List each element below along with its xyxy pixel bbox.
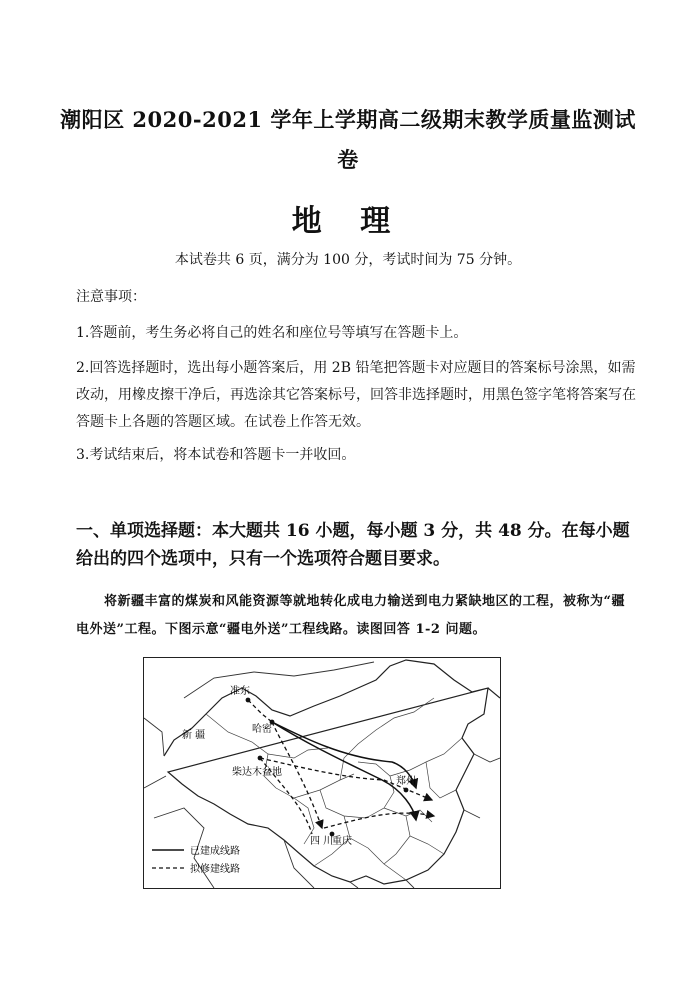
map-svg — [144, 658, 500, 888]
planned-line-zhundong-hami — [248, 700, 272, 722]
label-hami: 哈密 — [252, 724, 272, 735]
neighbor-outline-west — [144, 718, 214, 888]
label-xinjiang: 新 疆 — [182, 730, 206, 741]
question-passage: 将新疆丰富的煤炭和风能资源等就地转化成电力输送到电力紧缺地区的工程，被称为“疆电外送”工程。下图示意“疆电外送”工程线路。读图回答 1-2 问题。 — [76, 594, 625, 637]
legend-built: 已建成线路 — [190, 846, 240, 857]
label-zhundong: 准东 — [230, 686, 250, 697]
notice-heading: 注意事项： — [76, 289, 146, 305]
neighbor-outline-south — [284, 840, 414, 888]
province-borders — [206, 698, 462, 880]
label-sichuan: 四 川 — [310, 836, 334, 847]
label-qaidam: 柴达木盆地 — [232, 767, 282, 778]
zhengzhou-marker — [404, 788, 409, 793]
map-legend — [152, 844, 240, 875]
neighbor-outline-north — [184, 662, 374, 698]
built-line-hami-central — [272, 722, 416, 820]
label-chongqing: 重庆 — [332, 836, 352, 847]
exam-title-line2: 卷 — [337, 147, 359, 172]
notice-item-3: 3.考试结束后，将本试卷和答题卡一并收回。 — [76, 447, 356, 463]
section-heading: 一、单项选择题：本大题共 16 小题，每小题 3 分，共 48 分。在每小题给出的四个选项中，只有一个选项符合题目要求。 — [76, 521, 630, 569]
notice-item-1: 1.答题前，考生务必将自己的姓名和座位号等填写在答题卡上。 — [76, 325, 468, 341]
qaidam-marker — [258, 756, 263, 761]
planned-line-sichuan-east — [324, 813, 434, 828]
subject-title: 地 理 — [291, 204, 405, 239]
exam-title-line1: 潮阳区 2020-2021 学年上学期高二级期末教学质量监测试 — [60, 107, 636, 132]
legend-planned: 拟修建线路 — [190, 864, 240, 875]
power-line-map — [143, 657, 501, 889]
notice-item-2: 2.回答选择题时，选出每小题答案后，用 2B 铅笔把答题卡对应题目的答案标号涂黑，如需改动，用橡皮擦干净后，再选涂其它答案标号，回答非选择题时，用黑色签字笔将答案写在答题卡上各题的答题区域。在试卷上作答无效。 — [76, 360, 636, 430]
exam-info: 本试卷共 6 页，满分为 100 分，考试时间为 75 分钟。 — [174, 252, 522, 268]
zhundong-marker — [246, 698, 251, 703]
label-zhengzhou: 郑州 — [396, 776, 416, 787]
